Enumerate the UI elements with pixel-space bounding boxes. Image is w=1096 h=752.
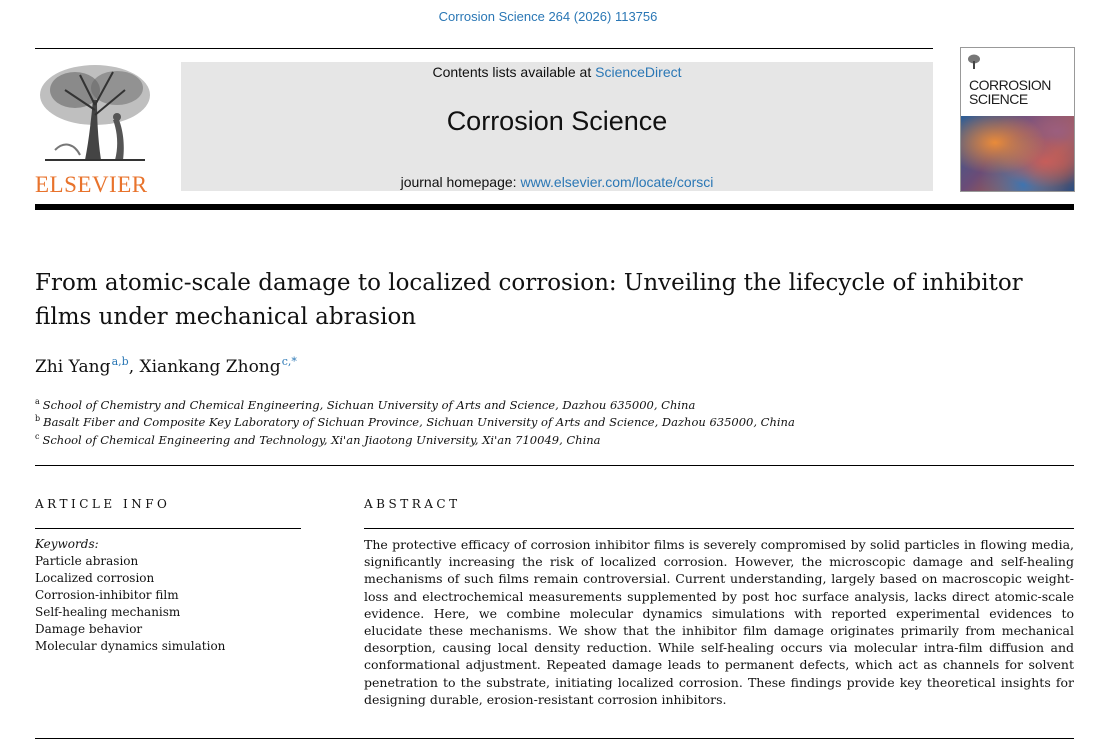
- author-list: [35, 355, 297, 377]
- keyword-item: Self-healing mechanism: [35, 605, 181, 619]
- affiliation-label: c: [35, 432, 40, 441]
- keyword-item: Molecular dynamics simulation: [35, 639, 226, 653]
- cover-title: [969, 78, 1051, 106]
- affiliation-item: [35, 397, 695, 412]
- header-top-rule: [35, 48, 933, 49]
- author-sup-text[interactable]: a,b: [111, 355, 129, 368]
- journal-cover-thumbnail[interactable]: [960, 47, 1075, 192]
- affiliation-text: Basalt Fiber and Composite Key Laboratory of Sichuan Province, Sichuan University of Arts and Science, Dazhou 635000, China: [43, 415, 795, 429]
- journal-homepage-link[interactable]: www.elsevier.com/locate/corsci: [520, 174, 714, 190]
- author-name[interactable]: Xiankang Zhong: [139, 357, 281, 377]
- publisher-name: ELSEVIER: [35, 172, 148, 197]
- affiliation-text: School of Chemistry and Chemical Engineering, Sichuan University of Arts and Science, Dazhou 635000, China: [42, 398, 696, 412]
- article-info-rule: [35, 528, 301, 529]
- cover-artwork: [961, 116, 1074, 192]
- contents-prefix: Contents lists available at: [432, 64, 596, 80]
- journal-homepage-line: [181, 174, 933, 190]
- cover-elsevier-icon: [967, 54, 981, 70]
- keyword-item: Particle abrasion: [35, 554, 139, 568]
- affiliation-divider: [35, 465, 1074, 466]
- keyword-item: Damage behavior: [35, 622, 143, 636]
- keyword-item: Localized corrosion: [35, 571, 155, 585]
- sciencedirect-link[interactable]: ScienceDirect: [595, 64, 682, 80]
- abstract-heading: ABSTRACT: [364, 497, 461, 511]
- author-sup-text[interactable]: c,*: [281, 355, 297, 368]
- header-bottom-thick-rule: [35, 204, 1074, 210]
- journal-title: Corrosion Science: [446, 106, 668, 136]
- keyword-item: Corrosion-inhibitor film: [35, 588, 179, 602]
- affiliation-text: School of Chemical Engineering and Technology, Xi'an Jiaotong University, Xi'an 710049, China: [42, 433, 601, 447]
- abstract-bottom-rule: [35, 738, 1074, 739]
- affiliation-label: b: [35, 414, 41, 423]
- cover-title-line-1: CORROSION: [969, 77, 1051, 93]
- article-title: From atomic-scale damage to localized corrosion: Unveiling the lifecycle of inhibitor films under mechanical abrasion: [35, 270, 1023, 330]
- affiliation-label: a: [35, 397, 40, 406]
- author-affiliation-marker[interactable]: [281, 355, 297, 368]
- keywords-block: [35, 536, 225, 655]
- abstract-rule: [364, 528, 1074, 529]
- author-affiliation-marker[interactable]: [110, 355, 128, 368]
- homepage-prefix: journal homepage:: [400, 174, 521, 190]
- cover-title-line-2: SCIENCE: [969, 91, 1028, 107]
- author-name[interactable]: Zhi Yang: [35, 357, 111, 377]
- keywords-label: Keywords:: [35, 537, 99, 551]
- journal-citation[interactable]: Corrosion Science 264 (2026) 113756: [438, 9, 658, 24]
- contents-available-line: [181, 64, 933, 80]
- affiliation-item: [35, 432, 601, 447]
- abstract-text: The protective efficacy of corrosion inhibitor films is severely compromised by solid particles in flowing media, significantly increasing the risk of localized corrosion. However, the microscopic damage and self-healing mechanisms of such films remain controversial. Current understanding, largely based on macroscopic weight-loss and electrochemical measurements supplemented by post hoc surface analysis, lacks direct atomic-scale evidence. Here, we combine molecular dynamics simulations with reported experimental evidences to elucidate these mechanisms. We show that the inhibitor film damage originates primarily from mechanical desorption, causing local density reduction. While self-healing occurs via molecular intra-film diffusion and conformational adjustment. Repeated damage leads to permanent defects, which act as channels for solvent penetration to the substrate, initiating localized corrosion. These findings provide key theoretical insights for designing durable, erosion-resistant corrosion inhibitors.: [364, 537, 1074, 707]
- article-info-heading: ARTICLE INFO: [35, 497, 171, 511]
- author-separator: ,: [128, 357, 140, 377]
- journal-masthead: [181, 62, 933, 191]
- affiliation-item: [35, 414, 795, 429]
